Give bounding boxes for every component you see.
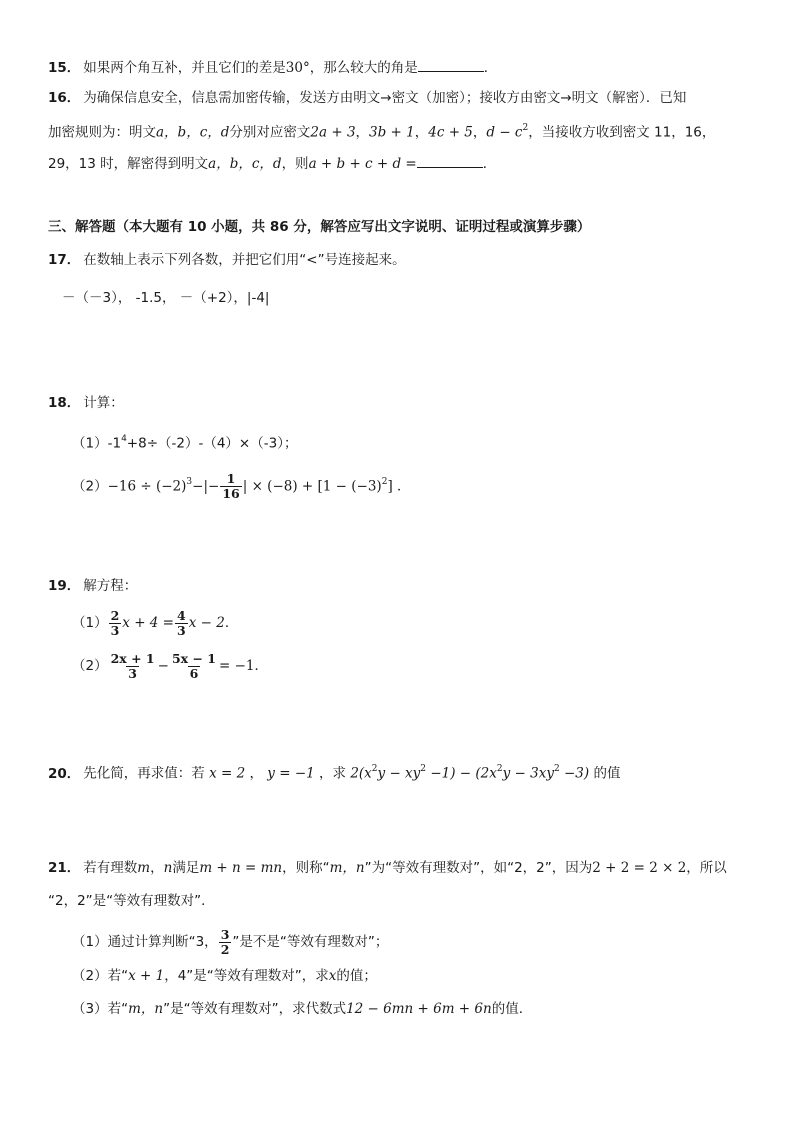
question-21-line-2: “2，2”是“等效有理数对”． [48,893,215,909]
answer-blank [417,152,483,168]
answer-blank [418,56,484,72]
exponent: 2 [371,764,378,774]
question-15 [48,56,497,78]
exponent: 2 [420,764,427,774]
question-text: 若“ [107,968,129,984]
condition-y: y = −1 [267,765,315,782]
part-label: （1） [72,934,108,950]
plaintext-vars: a，b，c，d [156,124,230,141]
expression: | × (−8) + [1 − (−3) [242,478,382,495]
question-text: 的值 [593,765,621,782]
question-19-part-2 [72,649,268,683]
question-text: 解方程： [83,578,138,594]
fraction [109,609,122,638]
exponent: 2 [496,764,503,774]
expression: 2(x [350,765,372,782]
question-text: 若“ [107,1001,129,1017]
variable-m: m [137,860,151,876]
expression: = −1 [218,658,255,674]
question-text: ，所以 [686,860,727,876]
expression: x + 1 [128,968,165,984]
fraction [170,652,218,681]
question-number: 16． [48,90,81,106]
question-19-part-1 [72,606,238,640]
variable-pair: m，n [329,860,365,876]
question-text: ， [150,860,164,876]
question-number: 15． [48,60,81,76]
question-text: ，则 [281,156,309,172]
fraction-denominator: 2 [220,941,230,957]
question-text: 在数轴上表示下列各数，并把它们用“<”号连接起来。 [83,252,406,268]
fraction-denominator: 3 [177,622,186,638]
exponent: 2 [553,764,560,774]
question-16-line-2: 加密规则为：明文a，b，c，d分别对应密文2a + 3，3b + 1，4c + 5，$d - c^2$，当接收方收到密文 11，16， [48,123,716,141]
expression: −16 ÷ (−2) [107,478,187,495]
part-label: （2） [72,968,108,984]
question-21-part-3 [72,999,532,1019]
question-text: ，则称“ [282,860,330,876]
variable-pair: m，n [128,1001,164,1017]
exponent: 3 [186,477,193,487]
question-number: 20． [48,765,81,782]
question-text: 加密规则为：明文 [48,124,156,141]
question-text: 的值； [336,968,377,984]
question-text: 为确保信息安全，信息需加密传输，发送方由明文→密文（加密）；接收方由密文→明文（解密）．已知 [83,90,687,106]
exponent: 2 [522,123,529,133]
expression: −|− [192,478,220,495]
expression: −3) [559,765,590,782]
variable-n: n [163,860,173,876]
expression: x + 4 = [122,615,174,631]
question-text: ，那么较大的角是 [309,60,418,76]
question-text: 如果两个角互补，并且它们的差是 [83,60,286,76]
fraction-numerator: 3 [220,926,230,942]
fraction [219,928,232,957]
part-label: （2） [72,658,108,674]
question-text: ， [249,765,263,782]
question-21-part-1 [72,925,388,959]
fraction-numerator: 1 [226,471,236,486]
question-18-part-1 [72,430,297,454]
question-text: 分别对应密文 [229,124,311,141]
part-label: （3） [72,1001,108,1017]
fraction-denominator: 16 [222,486,240,501]
cipher-expr: 3b + 1 [369,124,415,141]
exponent: 2 [381,477,388,487]
question-17 [48,250,406,270]
question-text: ”为“等效有理数对”，如“2，2”，因为 [364,860,593,876]
expression: +8÷（-2）-（4）×（-3）； [126,435,298,452]
fraction [109,652,157,681]
question-21-line-1 [48,858,727,878]
fraction-numerator: 2 [110,607,120,623]
expression: 12 − 6mn + 6m + 6n [346,1001,492,1017]
expression: ] ． [387,478,411,495]
question-text: ”是“等效有理数对”，求代数式 [163,1001,347,1017]
fraction [175,609,188,638]
question-text: 计算： [83,395,124,411]
question-18-part-2 [72,466,411,504]
question-text: ，求 [319,765,347,782]
expression: −1) − (2x [426,765,497,782]
question-text: 的值． [491,1001,533,1017]
punctuation: ． [224,615,239,631]
question-18 [48,393,124,413]
part-label: （2） [72,478,108,495]
question-text: 满足 [172,860,200,876]
angle-value: 30° [285,60,310,76]
question-20 [48,760,620,784]
question-number: 18． [48,395,81,411]
equation: 2 + 2 = 2 × 2 [592,860,687,876]
plaintext-vars: a，b，c，d [208,156,282,172]
condition-x: x = 2 [209,765,246,782]
sum-expression: a + b + c + d = [308,156,417,172]
part-label: （1） [72,435,108,452]
expression: x − 2 [188,615,225,631]
minus-sign: − [157,658,169,674]
question-text: ． [482,156,497,172]
question-text: 若有理数 [83,860,138,876]
question-17-numbers: －（－3）， -1.5， －（+2），|-4| [62,290,270,306]
fraction [220,472,241,501]
fraction-denominator: 6 [189,665,199,681]
exponent: 4 [121,434,127,444]
fraction-denominator: 3 [128,665,137,681]
fraction-numerator: 5x − 1 [171,650,216,666]
expression: -1 [107,435,122,452]
cipher-expr: 4c + 5 [428,124,473,141]
question-19 [48,576,137,596]
variable-x: x [328,968,337,984]
question-text: ，4”是“等效有理数对”，求 [164,968,329,984]
question-number: 21． [48,860,81,876]
question-text: ，当接收方收到密文 11，16， [528,124,716,141]
equation: m + n = mn [199,860,283,876]
cipher-expr: d − c [486,124,523,141]
question-16-line-3 [48,152,496,174]
fraction-numerator: 4 [177,607,186,623]
expression: y − xy [377,765,421,782]
question-number: 19． [48,578,81,594]
question-text: 通过计算判断“3， [107,934,218,950]
fraction-numerator: 2x + 1 [110,650,155,666]
question-number: 17． [48,252,81,268]
question-text: 29，13 时，解密得到明文 [48,156,209,172]
section-heading: 三、解答题（本大题有 10 小题，共 86 分，解答应写出文字说明、证明过程或演算步骤） [48,219,591,235]
question-21-part-2 [72,966,377,986]
question-text: ． [483,60,498,76]
cipher-expr: 2a + 3 [310,124,356,141]
part-label: （1） [72,615,108,631]
question-16-line-1 [48,88,686,108]
expression: y − 3xy [502,765,554,782]
question-text: ”是不是“等效有理数对”； [232,934,389,950]
fraction-denominator: 3 [110,622,120,638]
question-text: 先化简，再求值：若 [83,765,205,782]
punctuation: ． [254,658,268,674]
